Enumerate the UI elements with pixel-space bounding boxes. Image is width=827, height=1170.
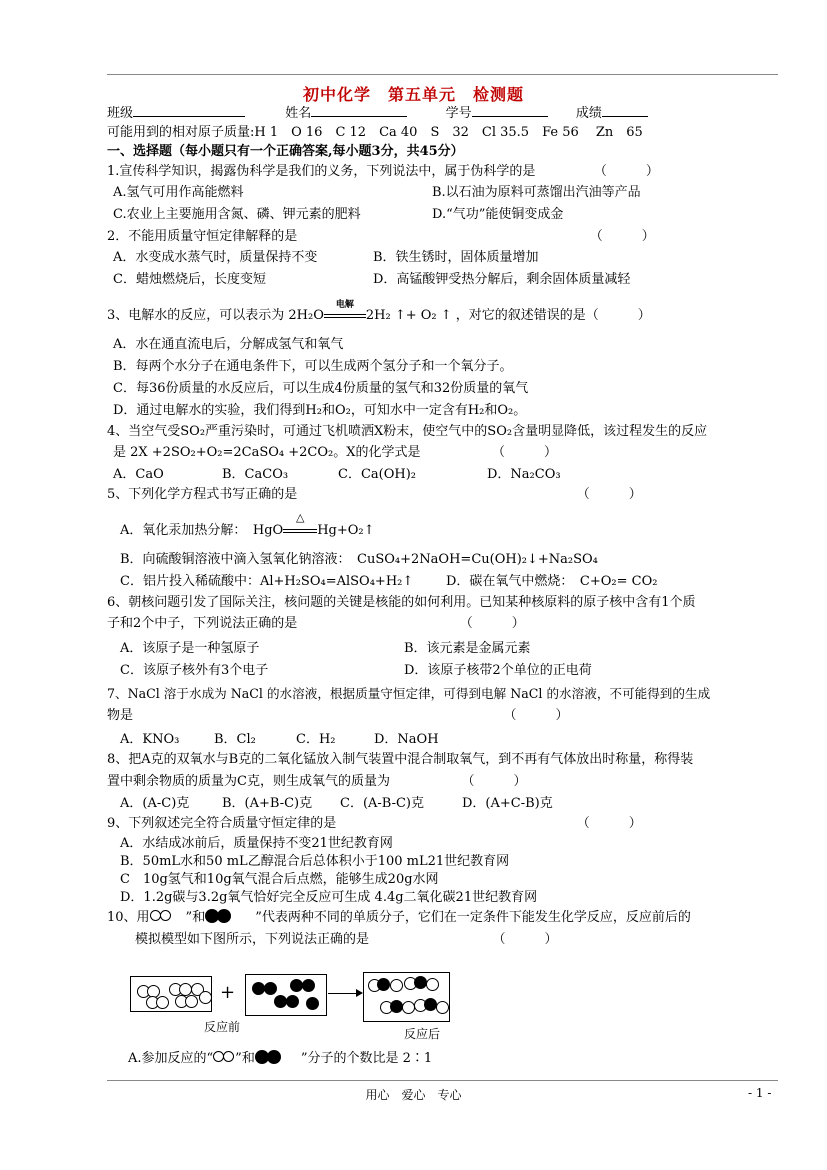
q1-option-d: D.“气功”能使铜变成金 xyxy=(432,207,564,222)
name-blank[interactable] xyxy=(311,104,407,117)
q7-option-a: A．KNO₃ xyxy=(120,732,180,747)
q2-option-a: A．水变成水蒸气时，质量保持不变 xyxy=(113,250,318,265)
q5-option-d: D．碳在氧气中燃烧： C+O₂= CO₂ xyxy=(446,574,658,589)
q4-option-b: B．CaCO₃ xyxy=(222,467,289,482)
q8-stem-line2: 置中剩余物质的质量为C克，则生成氧气的质量为 （ ） xyxy=(107,774,527,789)
q9-option-a: A．水结成冰前后，质量保持不变21世纪教育网 xyxy=(120,836,393,851)
q6-option-b: B．该元素是金属元素 xyxy=(404,641,531,656)
q2-stem: 2．不能用质量守恒定律解释的是 （ ） xyxy=(107,229,655,244)
q8-option-d: D．(A+C-B)克 xyxy=(462,796,553,811)
label-before-reaction: 反应前 xyxy=(204,1020,241,1034)
q7-stem-line1: 7、NaCl 溶于水成为 NaCl 的水溶液，根据质量守恒定律，可得到电解 NaCl 的水溶液，不可能得到的生成 xyxy=(107,686,711,701)
page-title: 初中化学 第五单元 检测题 xyxy=(302,85,524,104)
white-molecule-icon xyxy=(150,910,172,922)
q3-stem: 3、电解水的反应，可以表示为 2H₂O 电解 2H₂ ↑+ O₂ ↑ ，对它的叙述错误的是（ ） xyxy=(107,300,651,323)
section-heading: 一、选择题（每小题只有一个正确答案,每小题3分，共45分） xyxy=(107,144,464,159)
header-rule xyxy=(107,74,778,75)
footer-rule xyxy=(107,1080,778,1081)
q1-option-a: A.氢气可用作高能燃料 xyxy=(113,185,244,200)
q5-stem: 5、下列化学方程式书写正确的是 （ ） xyxy=(107,487,642,502)
q2-option-d: D．高锰酸钾受热分解后，剩余固体质量减轻 xyxy=(373,272,631,287)
q6-stem-line2: 子和2个中子，下列说法正确的是 （ ） xyxy=(107,616,525,631)
reaction-arrow-head xyxy=(356,989,363,997)
q3-option-c: C．每36份质量的水反应后，可以生成4份质量的氢气和32份质量的氧气 xyxy=(113,381,529,396)
q10-stem-line1: 10、用 ”和 ”代表两种不同的单质分子，它们在一定条件下能发生化学反应，反应前后的 xyxy=(107,910,691,925)
reaction-arrow-shaft xyxy=(328,993,358,994)
score-label: 成绩 xyxy=(575,106,602,121)
info-row xyxy=(107,104,648,123)
electrolysis-equals: 电解 xyxy=(324,307,366,325)
plus-sign: + xyxy=(220,982,236,1003)
q1-option-c: C.农业上主要施用含氮、磷、钾元素的肥料 xyxy=(113,207,361,222)
q5-option-c: C．铝片投入稀硫酸中：Al+H₂SO₄=AlSO₄+H₂↑ xyxy=(120,574,414,589)
id-label: 学号 xyxy=(445,106,472,121)
black-molecule-icon xyxy=(205,909,233,923)
q7-stem-line2: 物是 （ ） xyxy=(107,708,569,723)
reactant-box-white xyxy=(130,976,212,1012)
score-blank[interactable] xyxy=(602,104,648,117)
q5-option-b: B．向硫酸铜溶液中滴入氢氧化钠溶液： CuSO₄+2NaOH=Cu(OH)₂↓+Na₂SO₄ xyxy=(120,552,598,567)
product-box xyxy=(363,972,450,1022)
heat-equals: △ xyxy=(283,522,317,540)
footer-text: 用心 爱心 专心 xyxy=(365,1088,462,1102)
reactant-box-black xyxy=(245,974,327,1016)
q10-stem-line2: 模拟模型如下图所示，下列说法正确的是 （ ） xyxy=(135,932,558,947)
q4-option-a: A．CaO xyxy=(113,467,164,482)
q7-option-b: B．Cl₂ xyxy=(214,732,256,747)
q3-option-b: B．每两个水分子在通电条件下，可以生成两个氢分子和一个氧分子。 xyxy=(113,359,513,374)
class-label: 班级 xyxy=(107,106,134,121)
id-blank[interactable] xyxy=(472,104,548,117)
q5-option-a: A．氧化汞加热分解： HgO △ Hg+O₂↑ xyxy=(120,511,375,538)
q3-option-d: D．通过电解水的实验，我们得到H₂和O₂，可知水中一定含有H₂和O₂。 xyxy=(113,403,527,418)
q8-option-a: A．(A-C)克 xyxy=(120,796,190,811)
q8-option-b: B．(A+B-C)克 xyxy=(222,796,313,811)
q9-option-c: C 10g氢气和10g氧气混合后点燃，能够生成20g水网 xyxy=(120,872,439,887)
q6-option-d: D．该原子核带2个单位的正电荷 xyxy=(404,663,592,678)
atomic-mass-line: 可能用到的相对原子质量:H 1 O 16 C 12 Ca 40 S 32 Cl 35.5 Fe 56 Zn 65 xyxy=(107,125,643,140)
q4-stem-line1: 4、当空气受SO₂严重污染时，可通过飞机喷洒X粉末，使空气中的SO₂含量明显降低，该过程发生的反应 xyxy=(107,424,708,439)
q1-stem: 1.宣传科学知识，揭露伪科学是我们的义务，下列说法中，属于伪科学的是 （ ） xyxy=(107,164,659,179)
q7-option-c: C．H₂ xyxy=(296,732,336,747)
reaction-model-diagram xyxy=(130,970,450,1040)
q2-option-c: C．蜡烛燃烧后，长度变短 xyxy=(113,272,266,287)
class-blank[interactable] xyxy=(133,104,245,117)
q4-option-d: D．Na₂CO₃ xyxy=(487,467,561,482)
label-after-reaction: 反应后 xyxy=(404,1027,441,1041)
q10-option-a: A.参加反应的“ ”和 ”分子的个数比是 2∶1 xyxy=(128,1051,433,1066)
name-label: 姓名 xyxy=(285,106,312,121)
q4-option-c: C．Ca(OH)₂ xyxy=(338,467,416,482)
q6-stem-line1: 6、朝核问题引发了国际关注，核问题的关键是核能的如何利用。已知某种核原料的原子核中含有1个质 xyxy=(107,595,696,610)
q7-option-d: D．NaOH xyxy=(374,732,439,747)
q8-option-c: C．(A-B-C)克 xyxy=(340,796,425,811)
page-number: - 1 - xyxy=(748,1086,772,1100)
q1-option-b: B.以石油为原料可蒸馏出汽油等产品 xyxy=(432,185,641,200)
q3-option-a: A．水在通直流电后，分解成氢气和氧气 xyxy=(113,337,344,352)
q8-stem-line1: 8、把A克的双氧水与B克的二氧化锰放入制气装置中混合制取氧气，到不再有气体放出时称量，称得装 xyxy=(107,752,694,767)
white-molecule-icon xyxy=(213,1051,235,1063)
q9-option-d: D．1.2g碳与3.2g氧气恰好完全反应可生成 4.4g二氧化碳21世纪教育网 xyxy=(120,890,538,905)
q9-option-b: B．50mL水和50 mL乙醇混合后总体积小于100 mL21世纪教育网 xyxy=(120,854,510,869)
q6-option-a: A．该原子是一种氢原子 xyxy=(120,641,260,656)
q9-stem: 9、下列叙述完全符合质量守恒定律的是 （ ） xyxy=(107,816,642,831)
black-molecule-icon xyxy=(255,1050,283,1064)
q2-option-b: B．铁生锈时，固体质量增加 xyxy=(373,250,539,265)
q4-stem-line2: 是 2X +2SO₂+O₂=2CaSO₄ +2CO₂。X的化学式是 （ ） xyxy=(113,445,557,460)
q6-option-c: C．该原子核外有3个电子 xyxy=(120,663,269,678)
